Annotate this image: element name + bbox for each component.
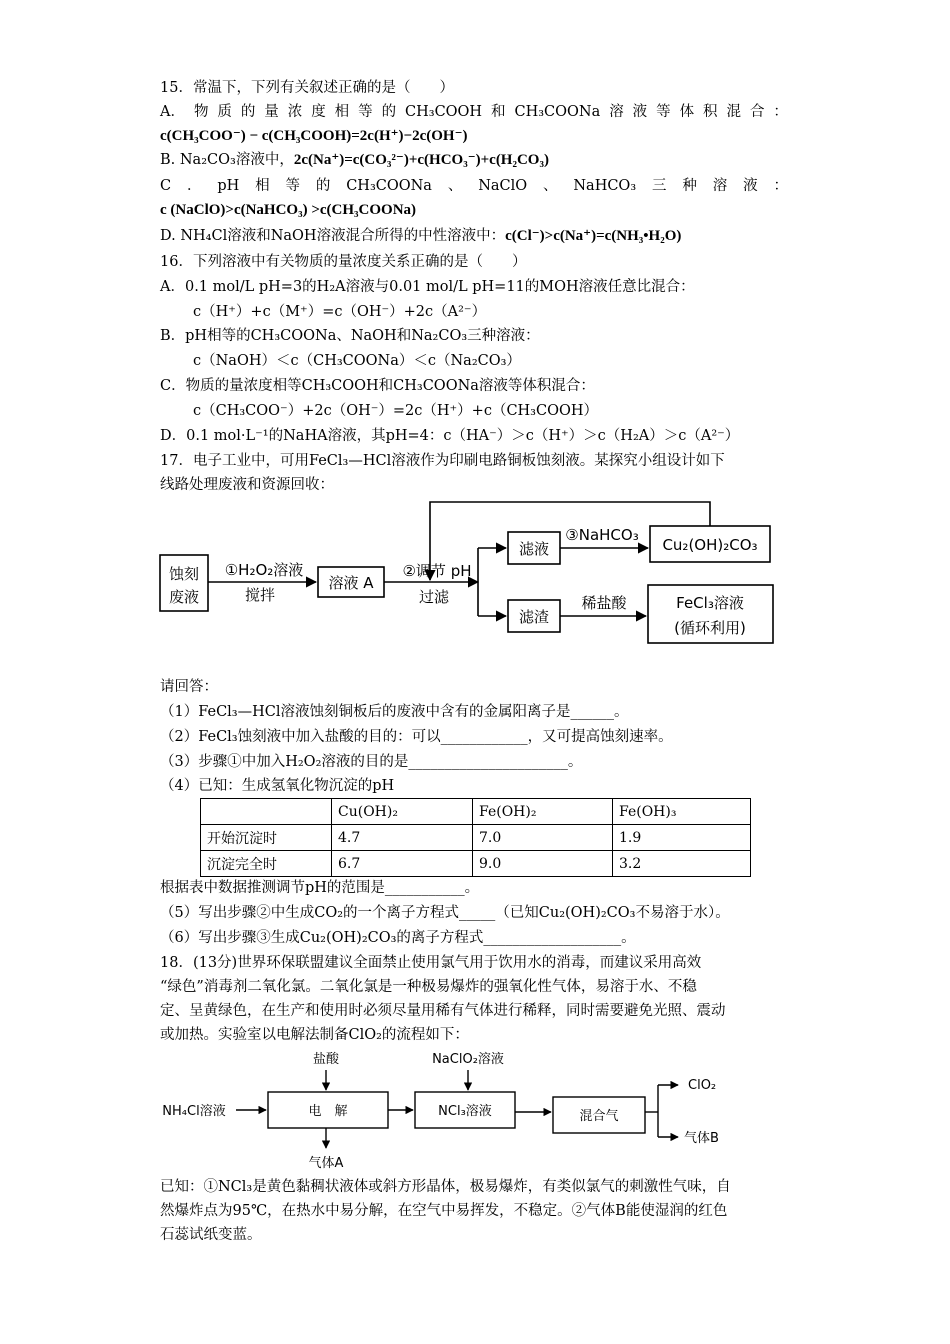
q16-option-a: A．0.1 mol/L pH=3的H₂A溶液与0.01 mol/L pH=11的MOH溶液任意比混合：: [160, 279, 695, 295]
q15-option-c: C ． pH 相 等 的 CH₃COONa 、 NaClO 、 NaHCO₃ 三 种 溶 液 ：: [160, 178, 788, 194]
flow-product: Cu₂(OH)₂CO₃: [662, 536, 758, 554]
q18-known3: 石蕊试纸变蓝。: [160, 1227, 262, 1243]
flow-fecl3: FeCl₃溶液: [676, 594, 744, 612]
q16-a-relation: c（H⁺）+c（M⁺）=c（OH⁻）+2c（A²⁻）: [193, 304, 487, 320]
flow-solution-a: 溶液 A: [328, 574, 374, 592]
q17-ask: 请回答：: [160, 679, 218, 695]
q17-sub4: （4）已知：生成氢氧化物沉淀的pH: [160, 778, 395, 794]
q17-stem-line2: 线路处理废液和资源回收：: [160, 477, 334, 493]
q16-option-c: C．物质的量浓度相等CH₃COOH和CH₃COONa溶液等体积混合：: [160, 378, 595, 394]
q16-option-b: B．pH相等的CH₃COONa、NaOH和Na₂CO₃三种溶液：: [160, 328, 540, 344]
flow-start-line1: 蚀刻: [168, 565, 200, 583]
table-header-row: Cu(OH)₂ Fe(OH)₂ Fe(OH)₃: [201, 799, 751, 825]
flow-step3: ③NaHCO₃: [565, 526, 639, 544]
flow-recycle: (循环利用): [674, 619, 746, 637]
flow-acid: 稀盐酸: [581, 594, 627, 612]
q15-option-a: A． 物 质 的 量 浓 度 相 等 的 CH₃COOH 和 CH₃COONa 溶 液 等 体 积 混 合 ：: [160, 104, 788, 120]
flow-ncl3: NCl₃溶液: [438, 1104, 492, 1119]
q17-sub1: （1）FeCl₃—HCl溶液蚀刻铜板后的废液中含有的金属阳离子是______。: [160, 704, 629, 720]
q16-c-relation: c（CH₃COO⁻）+2c（OH⁻）=2c（H⁺）+c（CH₃COOH）: [193, 403, 599, 419]
q16-stem: 16．下列溶液中有关物质的量浓度关系正确的是（ ）: [160, 254, 527, 270]
q17-flowchart: [150, 490, 800, 655]
q17-sub6: （6）写出步骤③生成Cu₂(OH)₂CO₃的离子方程式___________________。: [160, 930, 636, 946]
flow-step2-filter: 过滤: [418, 588, 450, 606]
q17-sub2: （2）FeCl₃蚀刻液中加入盐酸的目的：可以____________，又可提高蚀刻速率。: [160, 729, 673, 745]
q15-stem: 15．常温下，下列有关叙述正确的是（ ）: [160, 80, 454, 96]
flow-gas-b: 气体B: [684, 1131, 719, 1146]
q15-d-formula: c(Cl⁻)>c(Na⁺)=c(NH₃•H₂O): [505, 228, 682, 244]
q17-sub3: （3）步骤①中加入H₂O₂溶液的目的是______________________。: [160, 754, 583, 770]
q18-line2: “绿色”消毒剂二氧化氯。二氧化氯是一种极易爆炸的强氧化性气体，易溶于水、不稳: [160, 979, 697, 995]
q16-option-d: D．0.1 mol·L⁻¹的NaHA溶液，其pH=4：c（HA⁻）＞c（H⁺）＞c（H₂A）＞c（A²⁻）: [160, 428, 740, 444]
q18-line4: 或加热。实验室以电解法制备ClO₂的流程如下：: [160, 1027, 469, 1043]
flow-naclo2: NaClO₂溶液: [432, 1052, 504, 1067]
q18-flowchart: [150, 1045, 750, 1175]
flow-nh4cl: NH₄Cl溶液: [162, 1104, 226, 1119]
flow-step1: ①H₂O₂溶液: [224, 561, 304, 579]
table-row: 沉淀完全时 6.7 9.0 3.2: [201, 851, 751, 877]
q17-sub5: （5）写出步骤②中生成CO₂的一个离子方程式_____（已知Cu₂(OH)₂CO₃不易溶于水）。: [160, 905, 730, 921]
q18-line1: 18．(13分)世界环保联盟建议全面禁止使用氯气用于饮用水的消毒，而建议采用高效: [160, 955, 702, 971]
flow-filtrate: 滤液: [518, 540, 550, 558]
flow-start-line2: 废液: [168, 588, 200, 606]
flow-electrolysis: 电 解: [308, 1104, 348, 1119]
flow-clo2: ClO₂: [688, 1078, 717, 1093]
flow-step1-stir: 搅拌: [244, 586, 276, 604]
flow-hcl: 盐酸: [312, 1052, 340, 1067]
table-row: 开始沉淀时 4.7 7.0 1.9: [201, 825, 751, 851]
q18-line3: 定、呈黄绿色，在生产和使用时必须尽量用稀有气体进行稀释，同时需要避免光照、震动: [160, 1003, 726, 1019]
flow-step2: ②调节 pH: [402, 562, 472, 580]
q16-b-relation: c（NaOH）＜c（CH₃COONa）＜c（Na₂CO₃）: [193, 353, 521, 369]
q15-option-b: B. Na₂CO₃溶液中，2c(Na⁺)=c(CO₃²⁻)+c(HCO₃⁻)+c(H₂CO₃): [160, 152, 549, 168]
precipitation-ph-table: [200, 798, 751, 877]
flow-gas-a: 气体A: [308, 1156, 344, 1171]
q15-c-formula: c (NaClO)>c(NaHCO₃) >c(CH₃COONa): [160, 202, 417, 218]
q18-known1: 已知：①NCl₃是黄色黏稠状液体或斜方形晶体，极易爆炸，有类似氯气的刺激性气味，自: [160, 1179, 731, 1195]
q15-b-formula: 2c(Na⁺)=c(CO₃²⁻)+c(HCO₃⁻)+c(H₂CO₃): [293, 152, 549, 168]
q18-known2: 然爆炸点为95℃，在热水中易分解，在空气中易挥发，不稳定。②气体B能使湿润的红色: [160, 1203, 728, 1219]
flow-residue: 滤渣: [518, 608, 550, 626]
flow-mixgas: 混合气: [579, 1109, 619, 1124]
q15-a-formula: c(CH₃COO⁻) − c(CH₃COOH)=2c(H⁺)−2c(OH⁻): [160, 128, 468, 144]
q15-option-d: D. NH₄Cl溶液和NaOH溶液混合所得的中性溶液中：c(Cl⁻)>c(Na⁺)=c(NH₃•H₂O): [160, 228, 682, 244]
q17-stem-line1: 17．电子工业中，可用FeCl₃—HCl溶液作为印刷电路铜板蚀刻液。某探究小组设计如下: [160, 453, 725, 469]
q17-sub4b: 根据表中数据推测调节pH的范围是___________。: [160, 880, 480, 896]
